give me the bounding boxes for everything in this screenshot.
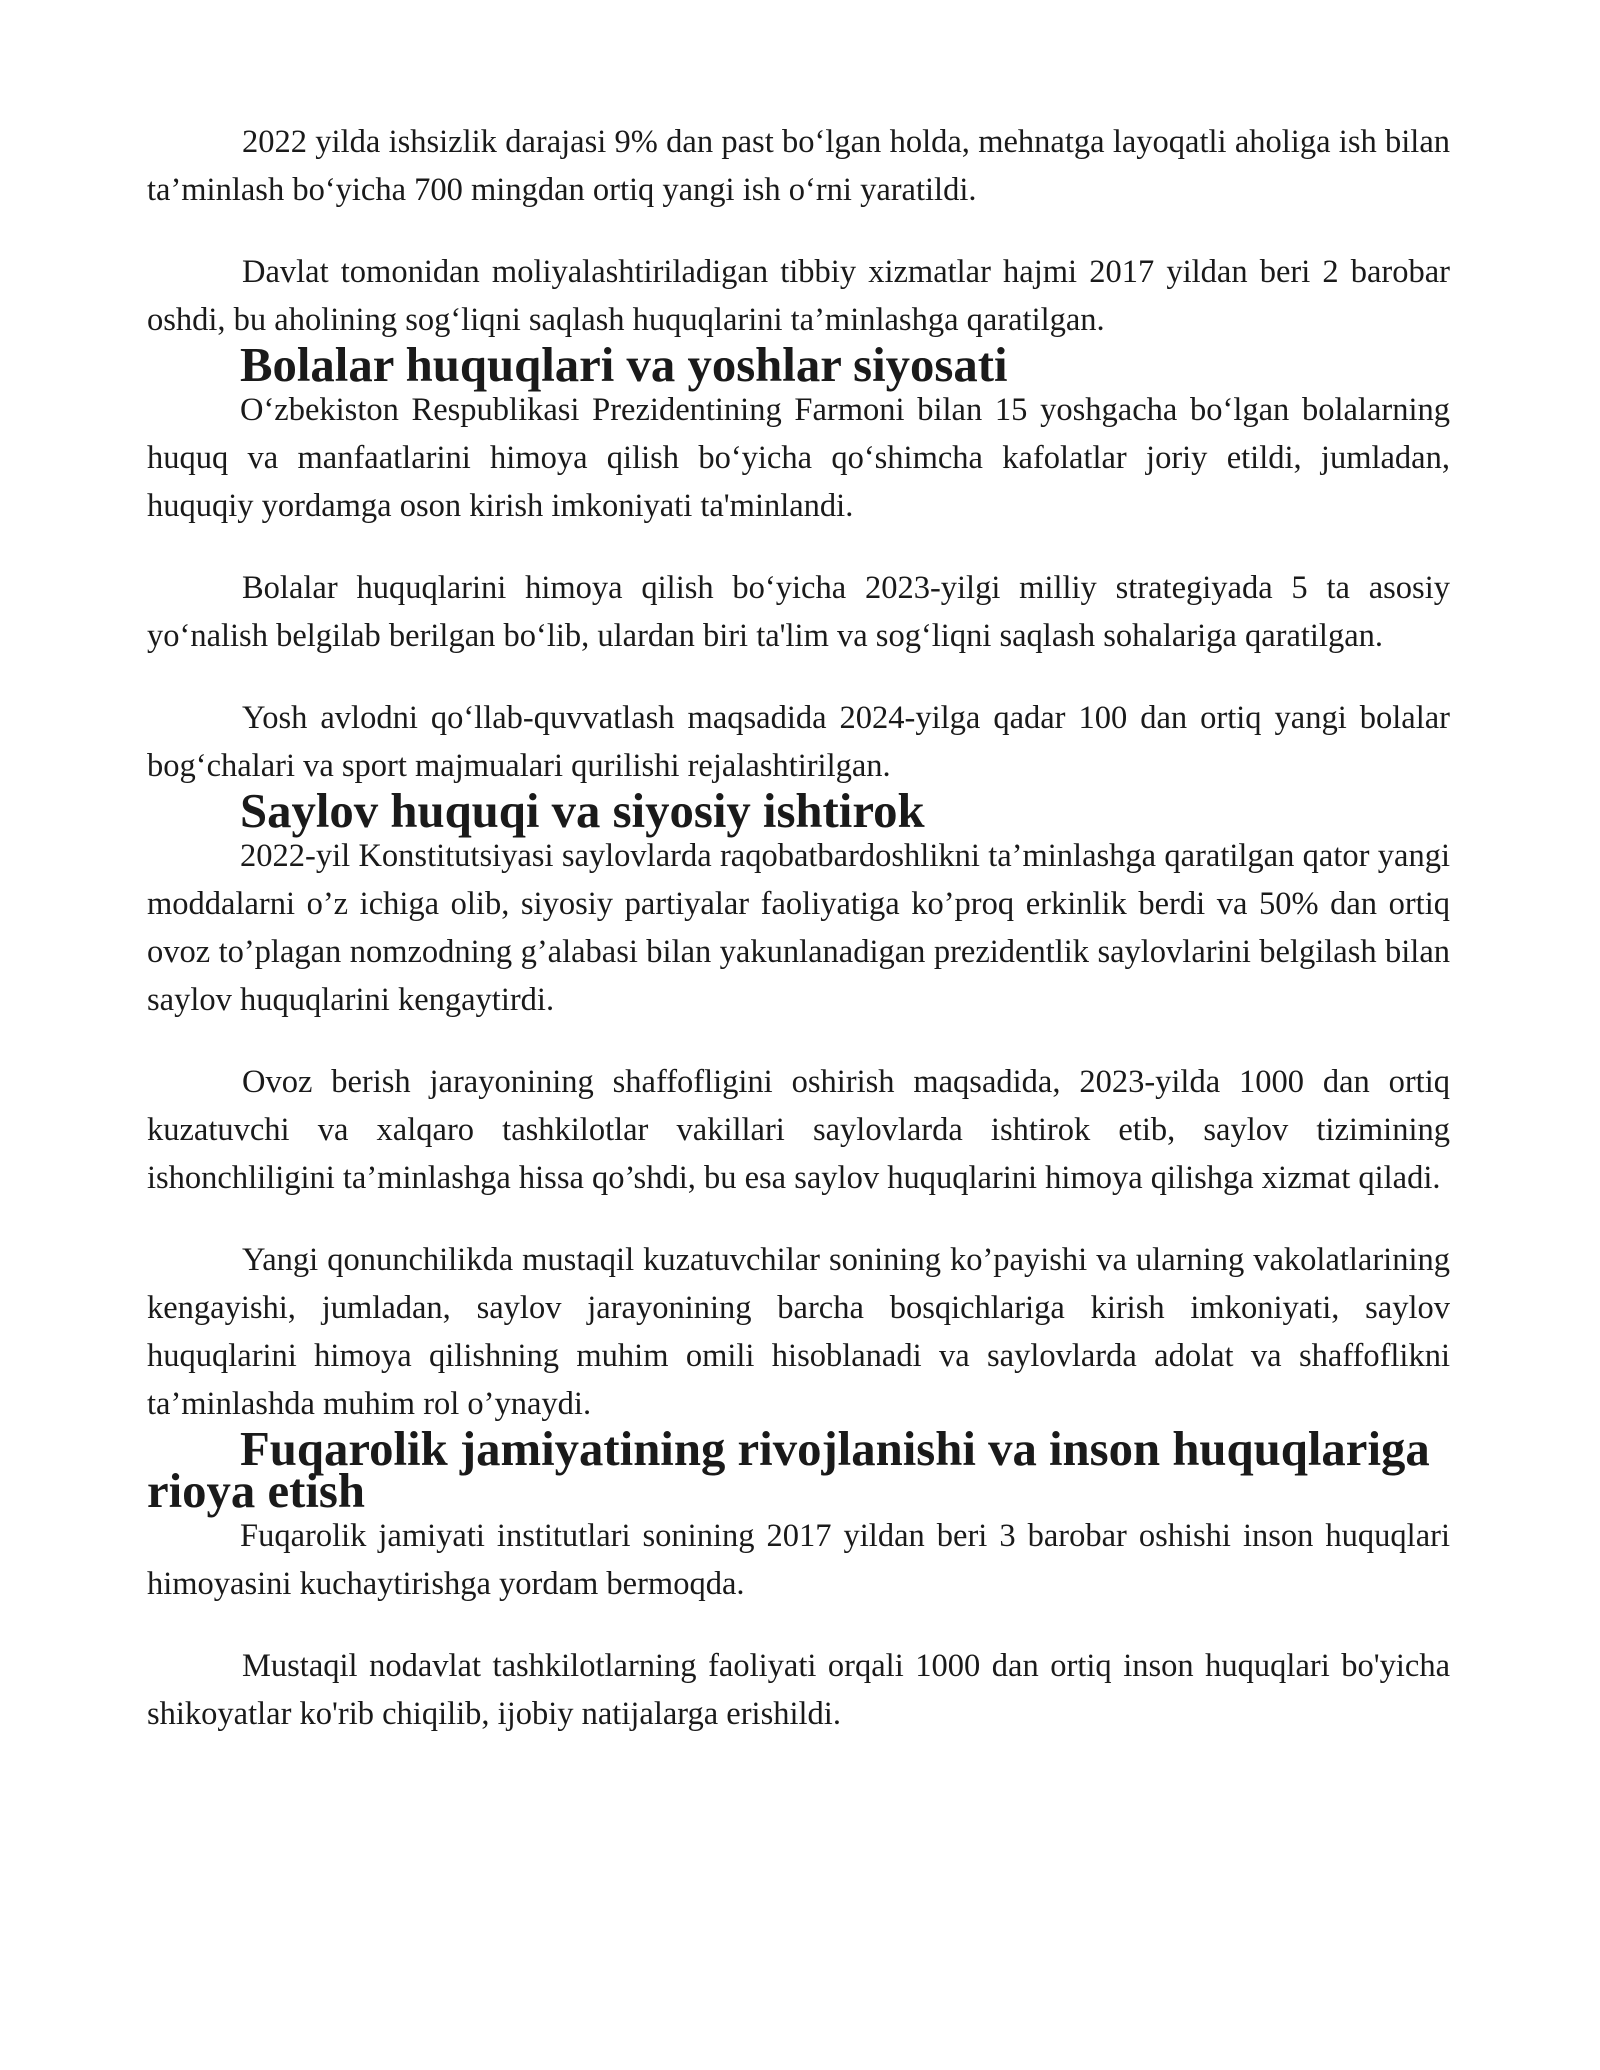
heading-children-rights: Bolalar huquqlari va yoshlar siyosati [240, 338, 1008, 392]
paragraph-civil-institutions: Fuqarolik jamiyati institutlari sonining 2017 yildan beri 3 barobar oshishi inson huquqlari himoyasini kuchaytirishga yordam bermoqda. [147, 1518, 1450, 1602]
heading-civil-society: Fuqarolik jamiyatining rivojlanishi va inson huquqlariga rioya etish [147, 1422, 1430, 1518]
paragraph-new-legislation: Yangi qonunchilikda mustaqil kuzatuvchilar sonining ko’payishi va ularning vakolatlarining kengayishi, jumladan, saylov jarayonining barcha bosqichlariga kirish imkoniyati, saylov huquqlarini himoya qilishning muhim omili hisoblanadi va saylovlarda adolat va shaffoflikni ta’minlashda muhim rol o’ynaydi. [147, 1242, 1450, 1422]
paragraph-ngo-complaints: Mustaqil nodavlat tashkilotlarning faoliyati orqali 1000 dan ortiq inson huquqlari bo'yicha shikoyatlar ko'rib chiqilib, ijobiy natijalarga erishildi. [147, 1648, 1450, 1732]
document-page [147, 118, 1450, 1738]
paragraph-medical-services: Davlat tomonidan moliyalashtiriladigan tibbiy xizmatlar hajmi 2017 yildan beri 2 barobar oshdi, bu aholining sog‘liqni saqlash huquqlarini ta’minlashga qaratilgan. [147, 254, 1450, 338]
paragraph-observers: Ovoz berish jarayonining shaffofligini oshirish maqsadida, 2023-yilda 1000 dan ortiq kuzatuvchi va xalqaro tashkilotlar vakillari saylovlarda ishtirok etib, saylov tizimining ishonchliligini ta’minlashga hissa qo’shdi, bu esa saylov huquqlarini himoya qilishga xizmat qiladi. [147, 1064, 1450, 1196]
paragraph-unemployment: 2022 yilda ishsizlik darajasi 9% dan past bo‘lgan holda, mehnatga layoqatli aholiga ish bilan ta’minlash bo‘yicha 700 mingdan ortiq yangi ish o‘rni yaratildi. [147, 124, 1450, 208]
paragraph-presidential-decree: O‘zbekiston Respublikasi Prezidentining Farmoni bilan 15 yoshgacha bo‘lgan bolalarning huquq va manfaatlarini himoya qilish bo‘yicha qo‘shimcha kafolatlar joriy etildi, jumladan, huquqiy yordamga oson kirish imkoniyati ta'minlandi. [147, 392, 1450, 524]
paragraph-kindergartens: Yosh avlodni qo‘llab-quvvatlash maqsadida 2024-yilga qadar 100 dan ortiq yangi bolalar bog‘chalari va sport majmualari qurilishi rejalashtirilgan. [147, 700, 1450, 784]
paragraph-constitution: 2022-yil Konstitutsiyasi saylovlarda raqobatbardoshlikni ta’minlashga qaratilgan qator yangi moddalarni o’z ichiga olib, siyosiy partiyalar faoliyatiga ko’proq erkinlik berdi va 50% dan ortiq ovoz to’plagan nomzodning g’alabasi bilan yakunlanadigan prezidentlik saylovlarini belgilash bilan saylov huquqlarini kengaytirdi. [147, 838, 1450, 1018]
paragraph-national-strategy: Bolalar huquqlarini himoya qilish bo‘yicha 2023-yilgi milliy strategiyada 5 ta asosiy yo‘nalish belgilab berilgan bo‘lib, ulardan biri ta'lim va sog‘liqni saqlash sohalariga qaratilgan. [147, 570, 1450, 654]
heading-election-rights: Saylov huquqi va siyosiy ishtirok [240, 784, 925, 838]
